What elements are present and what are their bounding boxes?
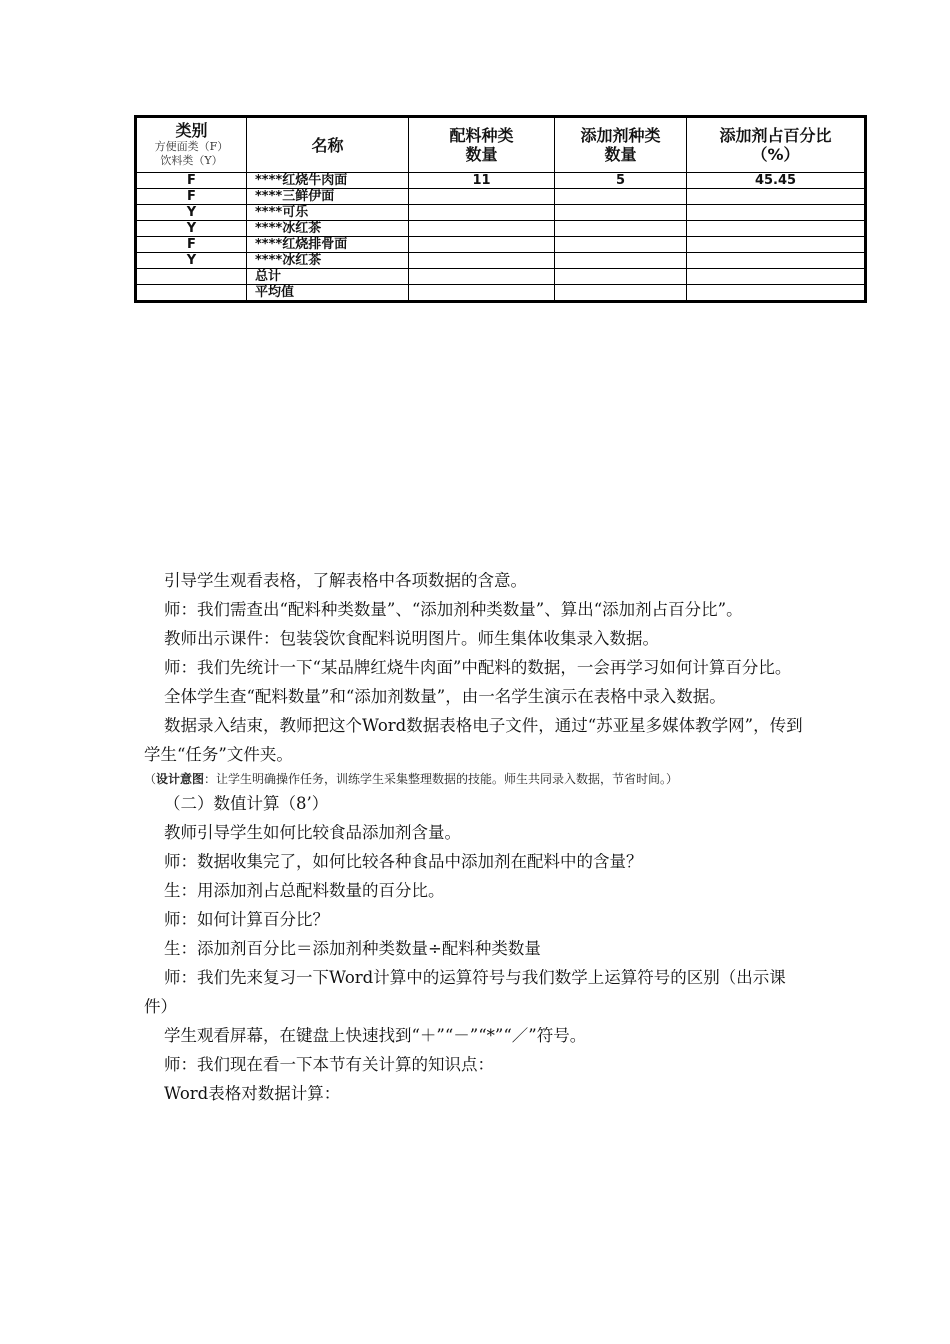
table-row	[136, 237, 866, 253]
header-ingredients-line2: 数量	[465, 145, 498, 164]
cell-name: ****可乐	[247, 205, 409, 221]
header-ingredients-line1: 配料种类	[449, 126, 514, 145]
cell-ingredients	[409, 205, 555, 221]
note-text: ：让学生明确操作任务，训练学生采集整理数据的技能。师生共同录入数据，节省时间。）	[204, 772, 679, 786]
header-additives-line2: 数量	[604, 145, 637, 164]
paragraph: 教师出示课件：包装袋饮食配料说明图片。师生集体收集录入数据。	[164, 629, 659, 648]
cell-additives	[555, 237, 687, 253]
cell-additives	[555, 205, 687, 221]
cell-name: ****冰红茶	[247, 253, 409, 269]
cell-category: F	[136, 173, 247, 189]
section-heading: （二）数值计算（8’）	[164, 794, 329, 813]
header-name: 名称	[247, 117, 409, 173]
cell-percent	[687, 189, 866, 205]
paragraph: 数据录入结束，教师把这个Word数据表格电子文件，通过“苏亚星多媒体教学网”，传到学生“任务”文件夹。	[144, 716, 803, 764]
cell-category: Y	[136, 253, 247, 269]
paragraph: 师：数据收集完了，如何比较各种食品中添加剂在配料中的含量？	[164, 852, 643, 871]
lesson-body-text	[144, 566, 810, 1108]
paragraph: 学生观看屏幕，在键盘上快速找到“＋”“－”“*”“／”符号。	[164, 1026, 587, 1045]
header-category	[136, 117, 247, 173]
cell-percent	[687, 205, 866, 221]
cell-name: 平均值	[247, 285, 409, 302]
cell-ingredients	[409, 269, 555, 285]
header-percent-line1: 添加剂占百分比	[719, 126, 832, 145]
cell-name: ****红烧牛肉面	[247, 173, 409, 189]
paragraph: 师：我们现在看一下本节有关计算的知识点：	[164, 1055, 494, 1074]
cell-percent	[687, 253, 866, 269]
cell-ingredients	[409, 285, 555, 302]
cell-category	[136, 269, 247, 285]
table-row	[136, 253, 866, 269]
paragraph: 师：如何计算百分比？	[164, 910, 329, 929]
cell-additives	[555, 189, 687, 205]
header-percent	[687, 117, 866, 173]
cell-additives: 5	[555, 173, 687, 189]
header-additives	[555, 117, 687, 173]
cell-category: Y	[136, 221, 247, 237]
table-row	[136, 221, 866, 237]
header-category-sub2: 饮料类（Y）	[160, 154, 223, 167]
paragraph: 生：用添加剂占总配料数量的百分比。	[164, 881, 445, 900]
table-header-row	[136, 117, 866, 173]
cell-name: ****冰红茶	[247, 221, 409, 237]
cell-additives	[555, 253, 687, 269]
cell-percent	[687, 269, 866, 285]
cell-percent	[687, 221, 866, 237]
cell-category: F	[136, 189, 247, 205]
paragraph: 师：我们需查出“配料种类数量”、“添加剂种类数量”、算出“添加剂占百分比”。	[164, 600, 743, 619]
cell-name: ****红烧排骨面	[247, 237, 409, 253]
cell-category	[136, 285, 247, 302]
cell-percent: 45.45	[687, 173, 866, 189]
header-additives-line1: 添加剂种类	[580, 126, 661, 145]
cell-ingredients: 11	[409, 173, 555, 189]
note-open-paren: （	[144, 772, 157, 786]
design-intent-note	[144, 769, 810, 789]
cell-category: F	[136, 237, 247, 253]
paragraph: 师：我们先来复习一下Word计算中的运算符号与我们数学上运算符号的区别（出示课件）	[144, 968, 786, 1016]
cell-name: ****三鲜伊面	[247, 189, 409, 205]
header-category-main: 类别	[175, 121, 208, 140]
cell-additives	[555, 269, 687, 285]
table-row	[136, 189, 866, 205]
paragraph: 师：我们先统计一下“某品牌红烧牛肉面”中配料的数据，一会再学习如何计算百分比。	[164, 658, 792, 677]
table-row-total	[136, 269, 866, 285]
cell-percent	[687, 237, 866, 253]
paragraph: 教师引导学生如何比较食品添加剂含量。	[164, 823, 461, 842]
note-label: 设计意图	[156, 772, 205, 786]
header-percent-line2: （%）	[751, 145, 800, 164]
cell-additives	[555, 221, 687, 237]
table-row-average	[136, 285, 866, 302]
paragraph: 全体学生查“配料数量”和“添加剂数量”，由一名学生演示在表格中录入数据。	[164, 687, 726, 706]
header-ingredients	[409, 117, 555, 173]
table-row	[136, 205, 866, 221]
header-category-sub1: 方便面类（F）	[154, 140, 229, 153]
cell-ingredients	[409, 221, 555, 237]
cell-percent	[687, 285, 866, 302]
paragraph: 生：添加剂百分比＝添加剂种类数量÷配料种类数量	[164, 939, 541, 958]
cell-ingredients	[409, 189, 555, 205]
paragraph: Word表格对数据计算：	[164, 1084, 341, 1103]
cell-ingredients	[409, 253, 555, 269]
cell-ingredients	[409, 237, 555, 253]
cell-name: 总计	[247, 269, 409, 285]
paragraph: 引导学生观看表格，了解表格中各项数据的含意。	[164, 571, 527, 590]
table-row	[136, 173, 866, 189]
cell-category: Y	[136, 205, 247, 221]
additive-data-table	[134, 115, 867, 303]
cell-additives	[555, 285, 687, 302]
